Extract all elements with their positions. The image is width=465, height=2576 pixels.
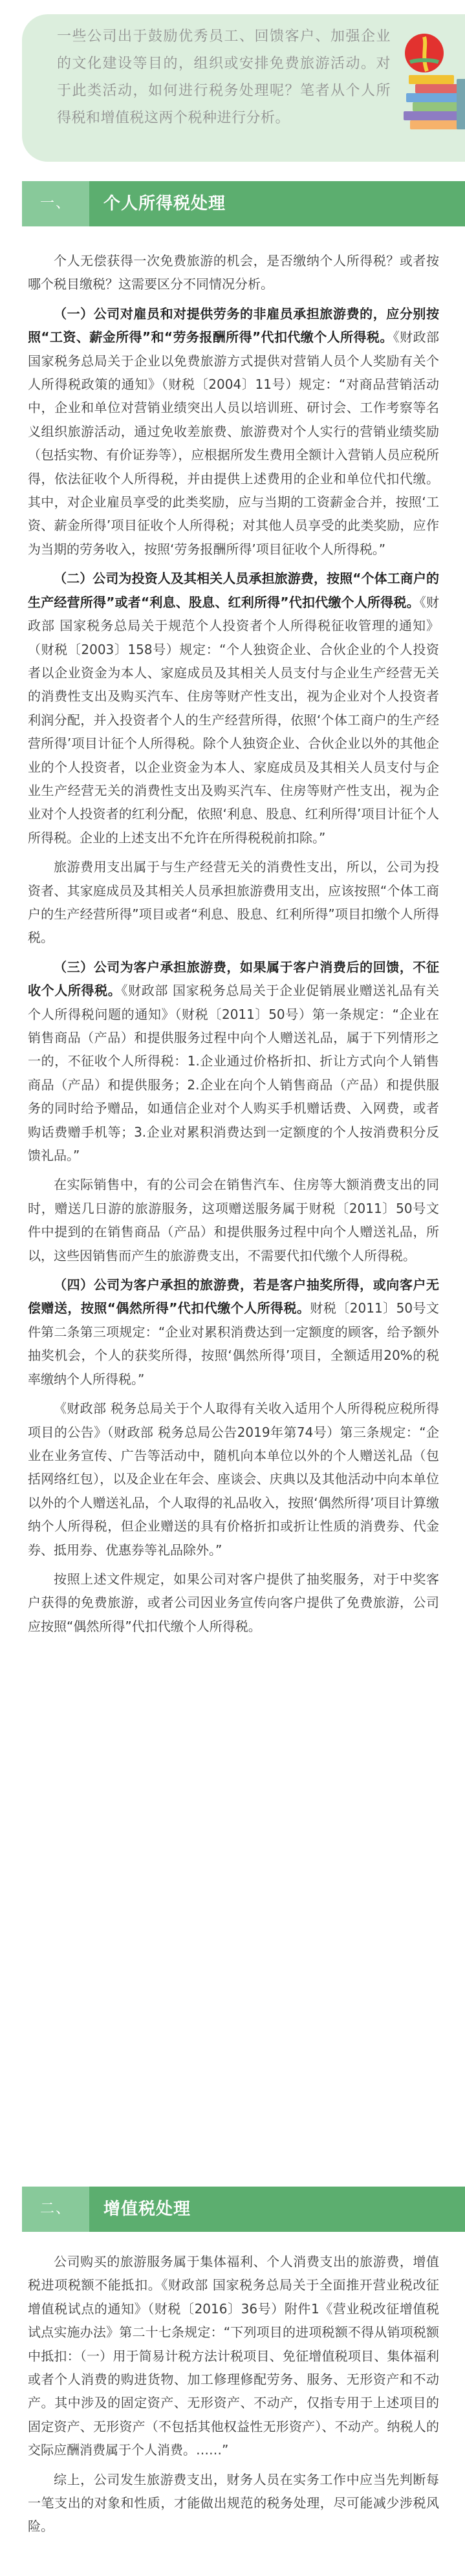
paragraph (28, 1273, 439, 1391)
paragraph: 在实际销售中，有的公司会在销售汽车、住房等大额消费支出的同时，赠送几日游的旅游服务，这项赠送服务属于财税〔2011〕50号文件中提到的在销售商品（产品）和提供服务过程中向个人赠送礼品，所以，这些因销售而产生的旅游费支出，不需要代扣代缴个人所得税。 (28, 1177, 439, 1263)
section-heading-vat (22, 2187, 465, 2232)
paragraph: 公司购买的旅游服务属于集体福利、个人消费支出的旅游费，增值税进项税额不能抵扣。《财政部 国家税务总局关于全面推开营业税改征增值税试点的通知》（财税〔2016〕36号）附件1《营业税改征增值税试点实施办法》第二十七条规定：“下列项目的进项税额不得从销项税额中抵扣：（一）用于简易计税方法计税项目、免征增值税项目、集体福利或者个人消费的购进货物、加工修理修配劳务、服务、无形资产和不动产。其中涉及的固定资产、无形资产、不动产，仅指专用于上述项目的固定资产、无形资产（不包括其他权益性无形资产）、不动产。纳税人的交际应酬消费属于个人消费。……” (28, 2254, 439, 2458)
paragraph: 《财政部 税务总局关于个人取得有关收入适用个人所得税应税所得项目的公告》（财政部 税务总局公告2019年第74号）第三条规定：“企业在业务宣传、广告等活动中，随机向本单位以外的个人赠送礼品（包括网络红包），以及企业在年会、座谈会、庆典以及其他活动中向本单位以外的个人赠送礼品，个人取得的礼品收入，按照‘偶然所得’项目计算缴纳个人所得税，但企业赠送的具有价格折扣或折让性质的消费券、代金券、抵用券、优惠券等礼品除外。” (28, 1401, 439, 1558)
paragraph (28, 955, 439, 1168)
paragraph: 旅游费用支出属于与生产经营无关的消费性支出，所以，公司为投资者、其家庭成员及其相关人员承担旅游费用支出，应该按照“个体工商户的生产经营所得”项目或者“利息、股息、红利所得”项目扣缴个人所得税。 (28, 859, 439, 946)
section-number: 一、 (22, 181, 89, 226)
paragraph (28, 567, 439, 849)
section-heading-income-tax (22, 181, 465, 226)
paragraph: 综上，公司发生旅游费支出，财务人员在实务工作中应当先判断每一笔支出的对象和性质，才能做出规范的税务处理，尽可能减少涉税风险。 (28, 2471, 439, 2535)
section-number: 二、 (22, 2187, 89, 2232)
books-icon (401, 34, 465, 131)
paragraph (28, 302, 439, 561)
subheading: （一）公司对雇员和对提供劳务的非雇员承担旅游费的，应分别按照“工资、薪金所得”和“劳务报酬所得”代扣代缴个人所得税。 (28, 305, 439, 345)
paragraph-text: 《财政部 国家税务总局关于企业以免费旅游方式提供对营销人员个人奖励有关个人所得税政策的通知》（财税〔2004〕11号）规定：“对商品营销活动中，企业和单位对营销业绩突出人员以培训班、研讨会、工作考察等名义组织旅游活动，通过免收差旅费、旅游费对个人实行的营销业绩奖励（包括实物、有价证券等），应根据所发生费用全额计入营销人员应税所得，依法征收个人所得税，并由提供上述费用的企业和单位代扣代缴。其中，对企业雇员享受的此类奖励，应与当期的工资薪金合并，按照‘工资、薪金所得’项目征收个人所得税；对其他人员享受的此类奖励，应作为当期的劳务收入，按照‘劳务报酬所得’项目征收个人所得税。” (28, 329, 440, 557)
section-title: 增值税处理 (103, 2199, 191, 2219)
section-title: 个人所得税处理 (103, 194, 226, 213)
income-tax-body (28, 249, 439, 1644)
intro-text: 一些公司出于鼓励优秀员工、回馈客户、加强企业的文化建设等目的，组织或安排免费旅游活动。对于此类活动，如何进行税务处理呢？笔者从个人所得税和增值税这两个税种进行分析。 (57, 28, 391, 126)
paragraph-text: 财税〔2011〕50号文件第二条第三项规定：“企业对累积消费达到一定额度的顾客，给予额外抽奖机会，个人的获奖所得，按照‘偶然所得’项目，全额适用20%的税率缴纳个人所得税。” (28, 1300, 439, 1387)
intro-card (22, 14, 465, 162)
subheading: （三）公司为客户承担旅游费，如果属于客户消费后的回馈，不征收个人所得税。 (28, 959, 439, 999)
paragraph: 按照上述文件规定，如果公司对客户提供了抽奖服务，对于中奖客户获得的免费旅游，或者公司因业务宣传向客户提供了免费旅游，公司应按照“偶然所得”代扣代缴个人所得税。 (28, 1571, 439, 1634)
paragraph: 个人无偿获得一次免费旅游的机会，是否缴纳个人所得税？或者按哪个税目缴税？这需要区分不同情况分析。 (28, 253, 439, 292)
subheading: （四）公司为客户承担的旅游费，若是客户抽奖所得，或向客户无偿赠送，按照“偶然所得”代扣代缴个人所得税。 (28, 1277, 439, 1316)
paragraph-text: 《财政部 国家税务总局关于企业促销展业赠送礼品有关个人所得税问题的通知》（财税〔2011〕50号）第一条规定：“企业在销售商品（产品）和提供服务过程中向个人赠送礼品，属于下列情形之一的，不征收个人所得税：1.企业通过价格折扣、折让方式向个人销售商品（产品）和提供服务；2.企业在向个人销售商品（产品）和提供服务的同时给予赠品，如通信企业对个人购买手机赠话费、入网费，或者购话费赠手机等；3.企业对累积消费达到一定额度的个人按消费积分反馈礼品。” (28, 983, 440, 1164)
paragraph-text: 《财政部 国家税务总局关于规范个人投资者个人所得税征收管理的通知》（财税〔2003〕158号）规定：“个人独资企业、合伙企业的个人投资者以企业资金为本人、家庭成员及其相关人员支付与企业生产经营无关的消费性支出及购买汽车、住房等财产性支出，视为企业对个人投资者利润分配，并入投资者个人的生产经营所得，依照‘个体工商户的生产经营所得’项目计征个人所得税。除个人独资企业、合伙企业以外的其他企业的个人投资者，以企业资金为本人、家庭成员及其相关人员支付与企业生产经营无关的消费性支出及购买汽车、住房等财产性支出，视为企业对个人投资者的红利分配，依照‘利息、股息、红利所得’项目计征个人所得税。企业的上述支出不允许在所得税税前扣除。” (28, 594, 440, 846)
vat-body (28, 2250, 439, 2544)
subheading: （二）公司为投资人及其相关人员承担旅游费，按照“个体工商户的生产经营所得”或者“利息、股息、红利所得”代扣代缴个人所得税。 (28, 571, 439, 610)
